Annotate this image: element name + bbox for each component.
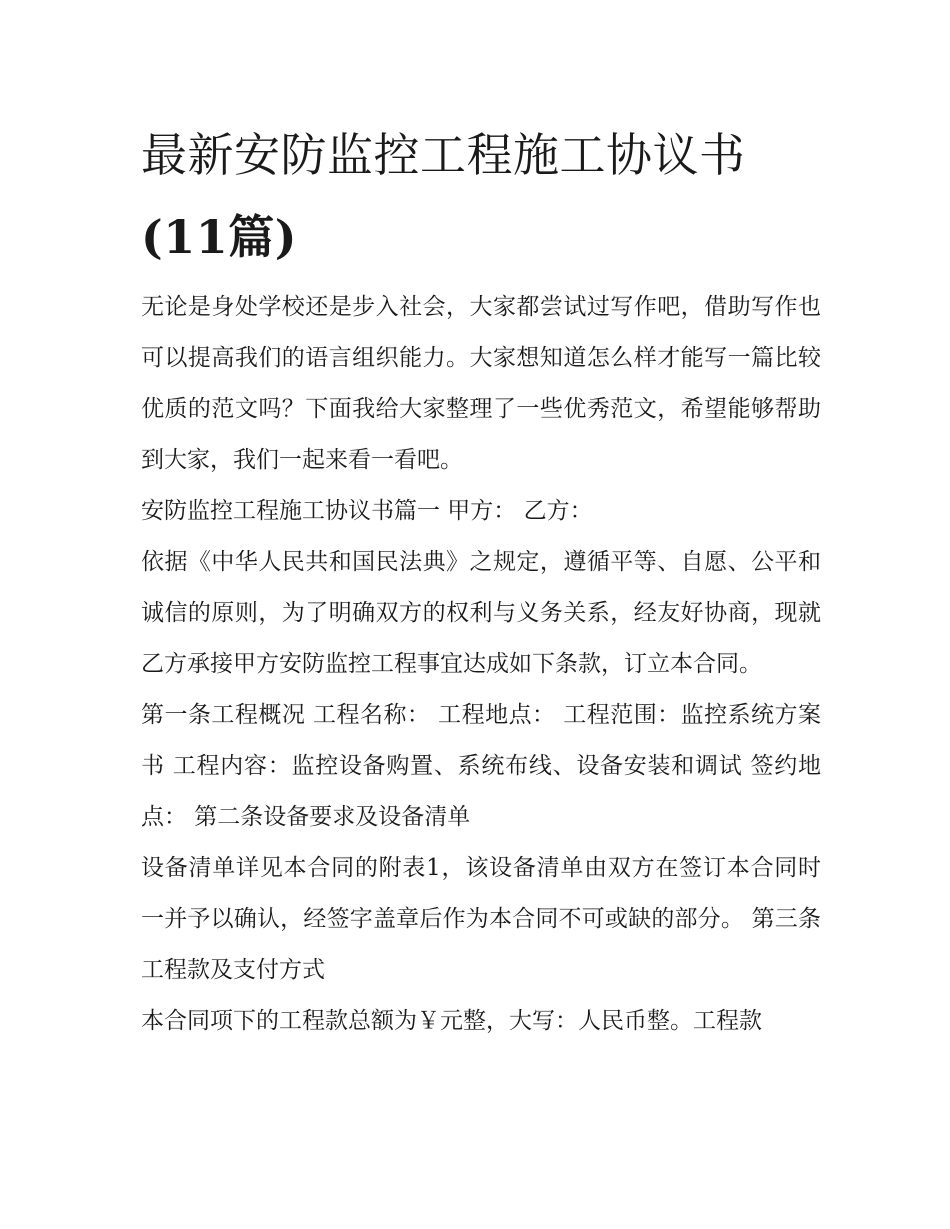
payment-paragraph: 本合同项下的工程款总额为￥元整，大写：人民币整。工程款 xyxy=(141,1008,762,1034)
title-line-2: (11篇) xyxy=(141,210,298,264)
document-body xyxy=(141,114,821,1047)
article-one-paragraph: 第一条工程概况 工程名称： 工程地点： 工程范围：监控系统方案书 工程内容：监控设备购置、系统布线、设备安装和调试 签约地点： 第二条设备要求及设备清单 xyxy=(141,702,821,830)
equipment-list-paragraph: 设备清单详见本合同的附表1，该设备清单由双方在签订本合同时一并予以确认，经签字盖章后作为本合同不可或缺的部分。 第三条工程款及支付方式 xyxy=(141,855,821,983)
section-heading-paragraph: 安防监控工程施工协议书篇一 甲方： 乙方： xyxy=(141,498,593,524)
legal-basis-paragraph: 依据《中华人民共和国民法典》之规定，遵循平等、自愿、公平和诚信的原则，为了明确双方的权利与义务关系，经友好协商，现就乙方承接甲方安防监控工程事宜达成如下条款，订立本合同。 xyxy=(141,549,821,677)
page-title xyxy=(141,114,821,278)
intro-paragraph: 无论是身处学校还是步入社会，大家都尝试过写作吧，借助写作也可以提高我们的语言组织能力。大家想知道怎么样才能写一篇比较优质的范文吗？下面我给大家整理了一些优秀范文，希望能够帮助到大家，我们一起来看一看吧。 xyxy=(141,294,821,473)
title-line-1: 最新安防监控工程施工协议书 xyxy=(141,128,746,182)
